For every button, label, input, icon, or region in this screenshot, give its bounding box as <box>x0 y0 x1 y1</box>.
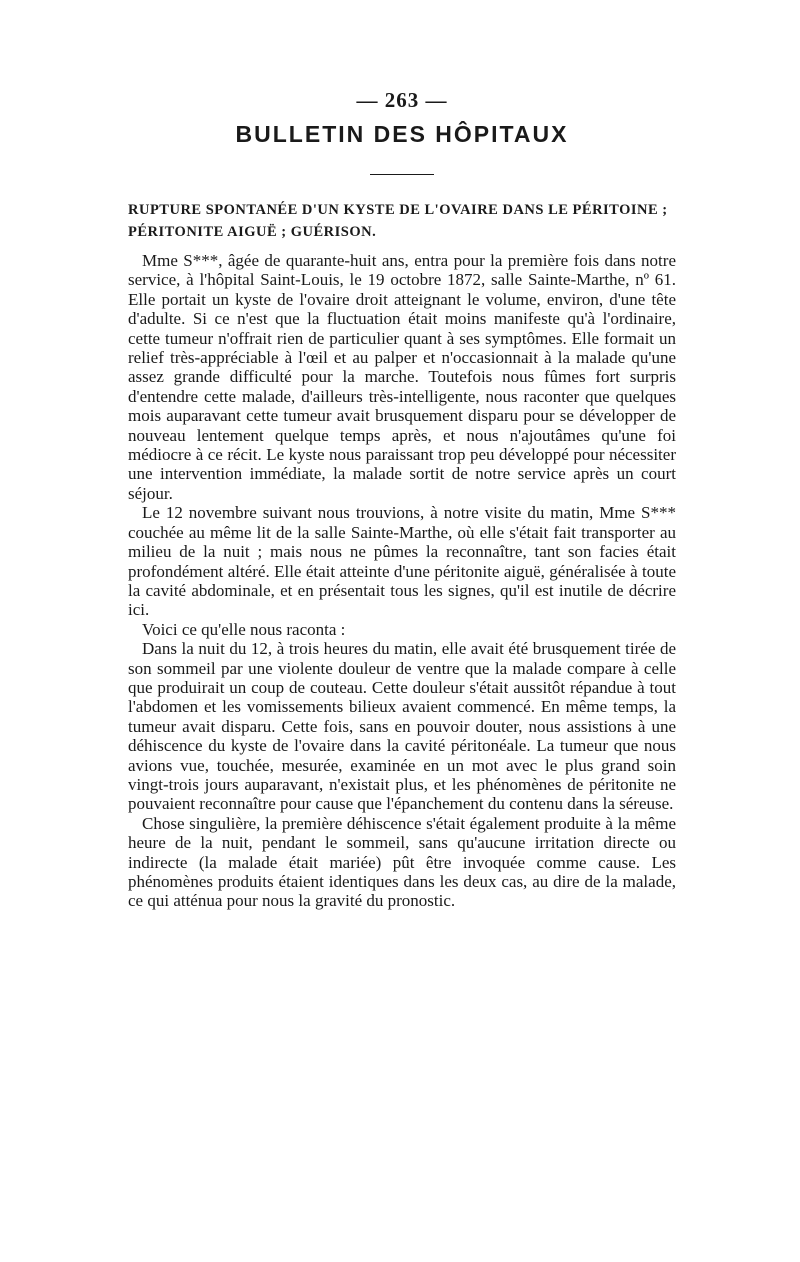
page-number: — 263 — <box>356 88 448 112</box>
book-page <box>128 88 676 911</box>
article-body <box>128 251 676 911</box>
section-title: BULLETIN DES HÔPITAUX <box>235 121 569 147</box>
paragraph-4: Dans la nuit du 12, à trois heures du matin, elle avait été brusquement tirée de son sommeil par une violente douleur de ventre que la malade compare à celle que produirait un coup de couteau. Cette douleur s'était aussitôt répandue à tout l'abdomen et les vomissements bilieux avaient commencé. En même temps, la tumeur avait disparu. Cette fois, sans en pouvoir douter, nous assistions à une déhiscence du kyste de l'ovaire dans la cavité péritonéale. La tumeur que nous avions vue, touchée, mesurée, examinée en un mot avec le plus grand soin vingt-trois jours auparavant, n'existait plus, et les phénomènes de péritonite ne pouvaient reconnaître pour cause que l'épanchement du contenu dans la séreuse. <box>128 639 676 814</box>
article-title-line-1: RUPTURE SPONTANÉE D'UN KYSTE DE L'OVAIRE DANS LE PÉRITOINE ; <box>128 202 668 218</box>
paragraph-2: Le 12 novembre suivant nous trouvions, à notre visite du matin, Mme S*** couchée au même lit de la salle Sainte-Marthe, où elle s'était fait transporter au milieu de la nuit ; mais nous ne pûmes la reconnaître, tant son facies était profondément altéré. Elle était atteinte d'une péritonite aiguë, généralisée à toute la cavité abdominale, et en présentait tous les signes, qu'il est inutile de décrire ici. <box>128 503 676 620</box>
article-title <box>128 199 676 243</box>
article-title-line-2: PÉRITONITE AIGUË ; GUÉRISON. <box>128 224 377 240</box>
paragraph-1: Mme S***, âgée de quarante-huit ans, entra pour la première fois dans notre service, à l'hôpital Saint-Louis, le 19 octobre 1872, salle Sainte-Marthe, nº 61. Elle portait un kyste de l'ovaire droit atteignant le volume, environ, d'une tête d'adulte. Si ce n'est que la fluctuation était moins manifeste qu'à l'ordinaire, cette tumeur n'offrait rien de particulier quant à ses symptômes. Elle formait un relief très-appréciable à l'œil et au palper et n'occasionnait à la malade qu'une assez grande difficulté pour la marche. Toutefois nous fûmes fort surpris d'entendre cette malade, d'ailleurs très-intelligente, nous raconter que quelques mois auparavant cette tumeur avait brusquement disparu pour se développer de nouveau lentement quelque temps après, et nous n'ajoutâmes qu'une foi médiocre à ce récit. Le kyste nous paraissant trop peu développé pour nécessiter une intervention immédiate, la malade sortit de notre service après un court séjour. <box>128 251 676 503</box>
paragraph-3: Voici ce qu'elle nous raconta : <box>142 619 346 639</box>
paragraph-5: Chose singulière, la première déhiscence s'était également produite à la même heure de la nuit, pendant le sommeil, sans qu'aucune irritation directe ou indirecte (la malade était mariée) pût être invoquée comme cause. Les phénomènes produits étaient identiques dans les deux cas, au dire de la malade, ce qui atténua pour nous la gravité du pronostic. <box>128 813 676 911</box>
title-divider <box>370 174 434 175</box>
